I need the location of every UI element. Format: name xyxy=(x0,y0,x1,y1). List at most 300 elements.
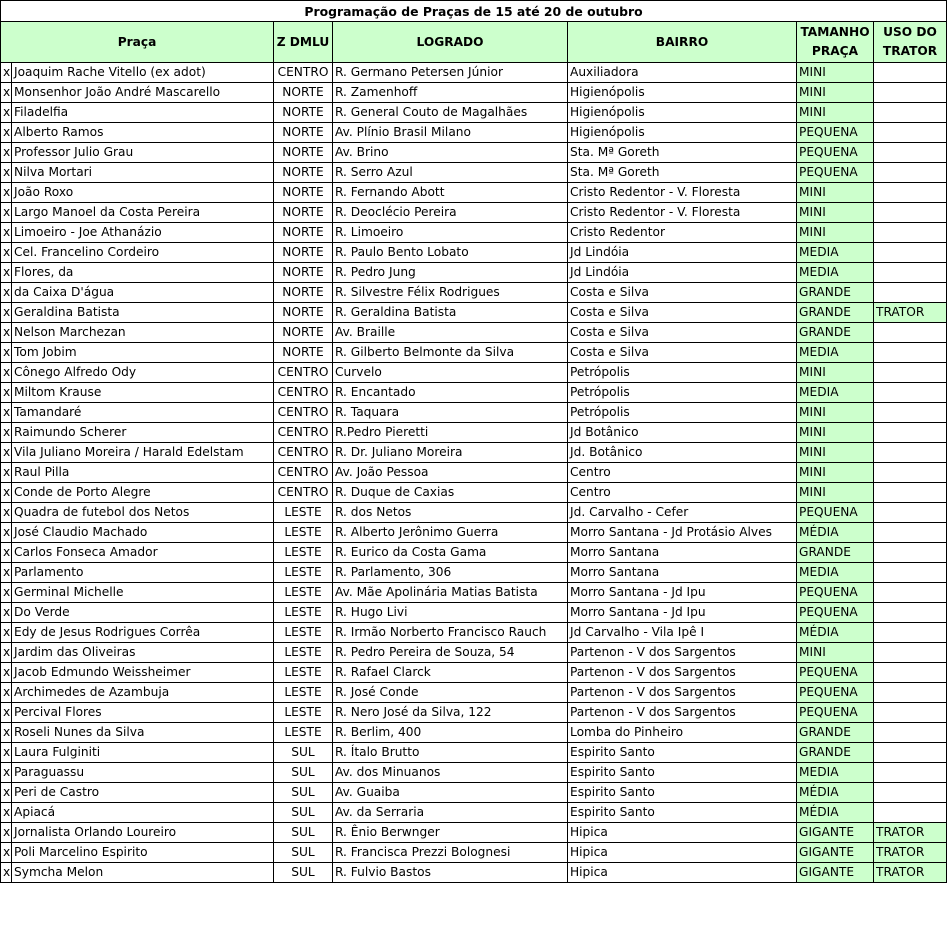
cell-logradouro: R. Berlim, 400 xyxy=(333,723,568,743)
cell-bairro: Centro xyxy=(568,463,797,483)
cell-tamanho: GIGANTE xyxy=(797,863,874,883)
cell-trator xyxy=(874,163,947,183)
row-mark: x xyxy=(1,103,12,123)
cell-zona: NORTE xyxy=(274,323,333,343)
cell-praca: Miltom Krause xyxy=(12,383,274,403)
cell-trator xyxy=(874,783,947,803)
cell-zona: NORTE xyxy=(274,183,333,203)
cell-zona: LESTE xyxy=(274,663,333,683)
cell-logradouro: R. Fulvio Bastos xyxy=(333,863,568,883)
cell-zona: LESTE xyxy=(274,563,333,583)
cell-zona: NORTE xyxy=(274,343,333,363)
cell-trator xyxy=(874,803,947,823)
table-row xyxy=(1,823,947,843)
cell-praca: Edy de Jesus Rodrigues Corrêa xyxy=(12,623,274,643)
cell-logradouro: R. Paulo Bento Lobato xyxy=(333,243,568,263)
row-mark: x xyxy=(1,183,12,203)
cell-bairro: Espirito Santo xyxy=(568,743,797,763)
cell-logradouro: R. Parlamento, 306 xyxy=(333,563,568,583)
cell-logradouro: R. Dr. Juliano Moreira xyxy=(333,443,568,463)
cell-zona: NORTE xyxy=(274,163,333,183)
row-mark: x xyxy=(1,563,12,583)
cell-praca: Germinal Michelle xyxy=(12,583,274,603)
cell-bairro: Higienópolis xyxy=(568,83,797,103)
cell-bairro: Cristo Redentor - V. Floresta xyxy=(568,183,797,203)
cell-bairro: Espirito Santo xyxy=(568,803,797,823)
row-mark: x xyxy=(1,483,12,503)
header-zona: Z DMLU xyxy=(274,22,333,63)
cell-logradouro: R. Encantado xyxy=(333,383,568,403)
cell-zona: SUL xyxy=(274,763,333,783)
cell-praca: Vila Juliano Moreira / Harald Edelstam xyxy=(12,443,274,463)
cell-tamanho: GRANDE xyxy=(797,303,874,323)
table-row xyxy=(1,183,947,203)
cell-trator xyxy=(874,83,947,103)
cell-trator xyxy=(874,563,947,583)
cell-zona: NORTE xyxy=(274,243,333,263)
sheet-title: Programação de Praças de 15 até 20 de outubro xyxy=(1,1,947,22)
row-mark: x xyxy=(1,523,12,543)
cell-tamanho: MINI xyxy=(797,203,874,223)
cell-trator xyxy=(874,263,947,283)
cell-praca: Nilva Mortari xyxy=(12,163,274,183)
table-row xyxy=(1,103,947,123)
cell-praca: João Roxo xyxy=(12,183,274,203)
cell-tamanho: PEQUENA xyxy=(797,503,874,523)
cell-tamanho: GRANDE xyxy=(797,543,874,563)
cell-praca: Largo Manoel da Costa Pereira xyxy=(12,203,274,223)
cell-praca: Raimundo Scherer xyxy=(12,423,274,443)
row-mark: x xyxy=(1,323,12,343)
row-mark: x xyxy=(1,663,12,683)
cell-bairro: Jd Botânico xyxy=(568,423,797,443)
row-mark: x xyxy=(1,843,12,863)
cell-zona: NORTE xyxy=(274,263,333,283)
cell-zona: LESTE xyxy=(274,603,333,623)
cell-logradouro: Av. João Pessoa xyxy=(333,463,568,483)
cell-logradouro: R. Irmão Norberto Francisco Rauch xyxy=(333,623,568,643)
cell-zona: LESTE xyxy=(274,703,333,723)
cell-logradouro: Av. dos Minuanos xyxy=(333,763,568,783)
cell-trator xyxy=(874,403,947,423)
table-row xyxy=(1,503,947,523)
table-row xyxy=(1,283,947,303)
cell-zona: CENTRO xyxy=(274,63,333,83)
cell-bairro: Sta. Mª Goreth xyxy=(568,143,797,163)
cell-bairro: Costa e Silva xyxy=(568,283,797,303)
cell-tamanho: MINI xyxy=(797,463,874,483)
cell-tamanho: MINI xyxy=(797,183,874,203)
cell-zona: NORTE xyxy=(274,143,333,163)
cell-bairro: Auxiliadora xyxy=(568,63,797,83)
cell-bairro: Hipica xyxy=(568,843,797,863)
cell-zona: CENTRO xyxy=(274,383,333,403)
cell-trator xyxy=(874,463,947,483)
row-mark: x xyxy=(1,363,12,383)
cell-bairro: Jd Lindóia xyxy=(568,263,797,283)
table-row xyxy=(1,643,947,663)
table-row xyxy=(1,703,947,723)
title-row xyxy=(1,1,947,22)
cell-logradouro: R. Limoeiro xyxy=(333,223,568,243)
table-row xyxy=(1,403,947,423)
cell-praca: Quadra de futebol dos Netos xyxy=(12,503,274,523)
row-mark: x xyxy=(1,403,12,423)
cell-logradouro: Av. Brino xyxy=(333,143,568,163)
table-row xyxy=(1,483,947,503)
header-trator: USO DO TRATOR xyxy=(874,22,947,63)
cell-zona: NORTE xyxy=(274,203,333,223)
table-row xyxy=(1,683,947,703)
cell-bairro: Petrópolis xyxy=(568,363,797,383)
cell-praca: Alberto Ramos xyxy=(12,123,274,143)
table-row xyxy=(1,463,947,483)
cell-trator: TRATOR xyxy=(874,863,947,883)
cell-bairro: Costa e Silva xyxy=(568,323,797,343)
cell-trator xyxy=(874,683,947,703)
table-row xyxy=(1,783,947,803)
cell-zona: SUL xyxy=(274,743,333,763)
cell-logradouro: R. Gilberto Belmonte da Silva xyxy=(333,343,568,363)
cell-praca: Flores, da xyxy=(12,263,274,283)
cell-zona: LESTE xyxy=(274,643,333,663)
cell-tamanho: GIGANTE xyxy=(797,823,874,843)
cell-tamanho: MINI xyxy=(797,403,874,423)
cell-tamanho: MINI xyxy=(797,483,874,503)
cell-bairro: Morro Santana - Jd Protásio Alves xyxy=(568,523,797,543)
cell-logradouro: R. Rafael Clarck xyxy=(333,663,568,683)
cell-tamanho: MINI xyxy=(797,643,874,663)
table-row xyxy=(1,63,947,83)
cell-zona: NORTE xyxy=(274,123,333,143)
row-mark: x xyxy=(1,223,12,243)
cell-praca: Parlamento xyxy=(12,563,274,583)
row-mark: x xyxy=(1,83,12,103)
cell-tamanho: MÉDIA xyxy=(797,523,874,543)
cell-trator xyxy=(874,603,947,623)
row-mark: x xyxy=(1,743,12,763)
row-mark: x xyxy=(1,143,12,163)
row-mark: x xyxy=(1,603,12,623)
cell-bairro: Partenon - V dos Sargentos xyxy=(568,643,797,663)
row-mark: x xyxy=(1,643,12,663)
cell-zona: SUL xyxy=(274,803,333,823)
cell-zona: NORTE xyxy=(274,303,333,323)
cell-praca: Conde de Porto Alegre xyxy=(12,483,274,503)
cell-logradouro: Av. Mãe Apolinária Matias Batista xyxy=(333,583,568,603)
row-mark: x xyxy=(1,63,12,83)
cell-logradouro: R. Ítalo Brutto xyxy=(333,743,568,763)
cell-bairro: Jd Carvalho - Vila Ipê I xyxy=(568,623,797,643)
cell-praca: Percival Flores xyxy=(12,703,274,723)
cell-tamanho: PEQUENA xyxy=(797,143,874,163)
cell-praca: Peri de Castro xyxy=(12,783,274,803)
cell-logradouro: Av. Guaiba xyxy=(333,783,568,803)
row-mark: x xyxy=(1,683,12,703)
cell-trator xyxy=(874,503,947,523)
cell-praca: Carlos Fonseca Amador xyxy=(12,543,274,563)
cell-trator xyxy=(874,103,947,123)
cell-tamanho: MEDIA xyxy=(797,563,874,583)
cell-praca: Laura Fulginiti xyxy=(12,743,274,763)
cell-bairro: Costa e Silva xyxy=(568,303,797,323)
cell-trator xyxy=(874,643,947,663)
table-row xyxy=(1,263,947,283)
cell-tamanho: PEQUENA xyxy=(797,583,874,603)
cell-zona: CENTRO xyxy=(274,483,333,503)
row-mark: x xyxy=(1,723,12,743)
cell-tamanho: MEDIA xyxy=(797,383,874,403)
cell-tamanho: GRANDE xyxy=(797,743,874,763)
table-row xyxy=(1,543,947,563)
cell-praca: Nelson Marchezan xyxy=(12,323,274,343)
cell-trator xyxy=(874,363,947,383)
cell-bairro: Sta. Mª Goreth xyxy=(568,163,797,183)
table-row xyxy=(1,303,947,323)
cell-trator xyxy=(874,743,947,763)
table-row xyxy=(1,243,947,263)
header-praca: Praça xyxy=(1,22,274,63)
cell-logradouro: Curvelo xyxy=(333,363,568,383)
table-row xyxy=(1,623,947,643)
cell-trator xyxy=(874,123,947,143)
cell-logradouro: R. Serro Azul xyxy=(333,163,568,183)
cell-zona: LESTE xyxy=(274,723,333,743)
table-row xyxy=(1,743,947,763)
cell-praca: Joaquim Rache Vitello (ex adot) xyxy=(12,63,274,83)
cell-tamanho: GRANDE xyxy=(797,283,874,303)
cell-logradouro: R. Silvestre Félix Rodrigues xyxy=(333,283,568,303)
table-row xyxy=(1,663,947,683)
cell-praca: José Claudio Machado xyxy=(12,523,274,543)
cell-tamanho: MÉDIA xyxy=(797,803,874,823)
cell-bairro: Costa e Silva xyxy=(568,343,797,363)
cell-zona: SUL xyxy=(274,843,333,863)
table-row xyxy=(1,383,947,403)
cell-tamanho: MEDIA xyxy=(797,763,874,783)
row-mark: x xyxy=(1,463,12,483)
cell-praca: Tom Jobim xyxy=(12,343,274,363)
cell-logradouro: R. José Conde xyxy=(333,683,568,703)
table-row xyxy=(1,363,947,383)
cell-bairro: Morro Santana xyxy=(568,563,797,583)
cell-logradouro: R. Alberto Jerônimo Guerra xyxy=(333,523,568,543)
cell-trator xyxy=(874,583,947,603)
cell-logradouro: Av. da Serraria xyxy=(333,803,568,823)
cell-trator xyxy=(874,483,947,503)
cell-praca: Symcha Melon xyxy=(12,863,274,883)
cell-tamanho: GIGANTE xyxy=(797,843,874,863)
table-row xyxy=(1,723,947,743)
cell-zona: LESTE xyxy=(274,523,333,543)
cell-trator xyxy=(874,423,947,443)
cell-bairro: Morro Santana - Jd Ipu xyxy=(568,603,797,623)
cell-tamanho: MINI xyxy=(797,63,874,83)
cell-praca: Do Verde xyxy=(12,603,274,623)
row-mark: x xyxy=(1,203,12,223)
cell-zona: SUL xyxy=(274,783,333,803)
cell-tamanho: MINI xyxy=(797,363,874,383)
cell-trator xyxy=(874,323,947,343)
cell-bairro: Higienópolis xyxy=(568,123,797,143)
cell-zona: SUL xyxy=(274,823,333,843)
cell-zona: LESTE xyxy=(274,543,333,563)
cell-bairro: Morro Santana - Jd Ipu xyxy=(568,583,797,603)
cell-praca: Geraldina Batista xyxy=(12,303,274,323)
cell-logradouro: R.Pedro Pieretti xyxy=(333,423,568,443)
cell-trator xyxy=(874,383,947,403)
cell-zona: CENTRO xyxy=(274,443,333,463)
cell-tamanho: GRANDE xyxy=(797,323,874,343)
cell-bairro: Jd Lindóia xyxy=(568,243,797,263)
row-mark: x xyxy=(1,503,12,523)
cell-trator xyxy=(874,703,947,723)
cell-trator xyxy=(874,623,947,643)
cell-bairro: Jd. Carvalho - Cefer xyxy=(568,503,797,523)
cell-zona: CENTRO xyxy=(274,403,333,423)
table-row xyxy=(1,203,947,223)
cell-logradouro: R. Geraldina Batista xyxy=(333,303,568,323)
cell-trator xyxy=(874,663,947,683)
cell-praca: Monsenhor João André Mascarello xyxy=(12,83,274,103)
cell-logradouro: R. Deoclécio Pereira xyxy=(333,203,568,223)
cell-zona: LESTE xyxy=(274,623,333,643)
header-tamanho: TAMANHO PRAÇA xyxy=(797,22,874,63)
cell-tamanho: PEQUENA xyxy=(797,603,874,623)
cell-bairro: Espirito Santo xyxy=(568,763,797,783)
row-mark: x xyxy=(1,583,12,603)
row-mark: x xyxy=(1,543,12,563)
row-mark: x xyxy=(1,803,12,823)
row-mark: x xyxy=(1,263,12,283)
cell-praca: Cel. Francelino Cordeiro xyxy=(12,243,274,263)
cell-bairro: Lomba do Pinheiro xyxy=(568,723,797,743)
cell-tamanho: MINI xyxy=(797,423,874,443)
cell-zona: NORTE xyxy=(274,83,333,103)
table-row xyxy=(1,443,947,463)
cell-logradouro: R. Zamenhoff xyxy=(333,83,568,103)
cell-zona: CENTRO xyxy=(274,463,333,483)
row-mark: x xyxy=(1,783,12,803)
cell-trator xyxy=(874,243,947,263)
cell-praca: Raul Pilla xyxy=(12,463,274,483)
table-row xyxy=(1,143,947,163)
table-row xyxy=(1,763,947,783)
cell-trator xyxy=(874,203,947,223)
table-row xyxy=(1,343,947,363)
cell-praca: Limoeiro - Joe Athanázio xyxy=(12,223,274,243)
cell-bairro: Higienópolis xyxy=(568,103,797,123)
row-mark: x xyxy=(1,123,12,143)
cell-trator: TRATOR xyxy=(874,843,947,863)
cell-praca: Professor Julio Grau xyxy=(12,143,274,163)
cell-bairro: Jd. Botânico xyxy=(568,443,797,463)
cell-tamanho: MINI xyxy=(797,103,874,123)
cell-trator xyxy=(874,443,947,463)
table-row xyxy=(1,803,947,823)
cell-trator: TRATOR xyxy=(874,823,947,843)
cell-trator: TRATOR xyxy=(874,303,947,323)
cell-trator xyxy=(874,523,947,543)
cell-bairro: Espirito Santo xyxy=(568,783,797,803)
table-row xyxy=(1,83,947,103)
cell-praca: Jornalista Orlando Loureiro xyxy=(12,823,274,843)
cell-trator xyxy=(874,223,947,243)
cell-tamanho: GRANDE xyxy=(797,723,874,743)
cell-praca: Archimedes de Azambuja xyxy=(12,683,274,703)
cell-praca: Filadelfia xyxy=(12,103,274,123)
cell-logradouro: Av. Plínio Brasil Milano xyxy=(333,123,568,143)
table-row xyxy=(1,583,947,603)
cell-bairro: Partenon - V dos Sargentos xyxy=(568,663,797,683)
table-row xyxy=(1,423,947,443)
cell-zona: CENTRO xyxy=(274,423,333,443)
cell-trator xyxy=(874,63,947,83)
cell-logradouro: R. Fernando Abott xyxy=(333,183,568,203)
cell-trator xyxy=(874,763,947,783)
table-row xyxy=(1,843,947,863)
cell-logradouro: R. Nero José da Silva, 122 xyxy=(333,703,568,723)
row-mark: x xyxy=(1,763,12,783)
cell-logradouro: R. Ênio Berwnger xyxy=(333,823,568,843)
cell-trator xyxy=(874,283,947,303)
table-row xyxy=(1,523,947,543)
table-row xyxy=(1,323,947,343)
row-mark: x xyxy=(1,623,12,643)
cell-bairro: Petrópolis xyxy=(568,403,797,423)
cell-bairro: Partenon - V dos Sargentos xyxy=(568,703,797,723)
header-bairro: BAIRRO xyxy=(568,22,797,63)
header-logradouro: LOGRADO xyxy=(333,22,568,63)
cell-praca: Jardim das Oliveiras xyxy=(12,643,274,663)
cell-tamanho: MINI xyxy=(797,83,874,103)
row-mark: x xyxy=(1,703,12,723)
table-row xyxy=(1,603,947,623)
cell-zona: LESTE xyxy=(274,503,333,523)
table-row xyxy=(1,863,947,883)
cell-zona: SUL xyxy=(274,863,333,883)
cell-zona: CENTRO xyxy=(274,363,333,383)
cell-logradouro: R. Pedro Jung xyxy=(333,263,568,283)
row-mark: x xyxy=(1,383,12,403)
cell-trator xyxy=(874,543,947,563)
cell-tamanho: PEQUENA xyxy=(797,663,874,683)
row-mark: x xyxy=(1,283,12,303)
cell-trator xyxy=(874,143,947,163)
cell-praca: Apiacá xyxy=(12,803,274,823)
cell-logradouro: R. Duque de Caxias xyxy=(333,483,568,503)
cell-zona: NORTE xyxy=(274,223,333,243)
cell-tamanho: MINI xyxy=(797,443,874,463)
cell-logradouro: R. dos Netos xyxy=(333,503,568,523)
cell-logradouro: R. Hugo Livi xyxy=(333,603,568,623)
row-mark: x xyxy=(1,823,12,843)
row-mark: x xyxy=(1,343,12,363)
cell-tamanho: MÉDIA xyxy=(797,783,874,803)
cell-logradouro: R. Taquara xyxy=(333,403,568,423)
row-mark: x xyxy=(1,303,12,323)
cell-logradouro: R. Germano Petersen Júnior xyxy=(333,63,568,83)
cell-tamanho: PEQUENA xyxy=(797,703,874,723)
cell-bairro: Morro Santana xyxy=(568,543,797,563)
cell-praca: Tamandaré xyxy=(12,403,274,423)
cell-tamanho: MEDIA xyxy=(797,263,874,283)
cell-tamanho: MINI xyxy=(797,223,874,243)
row-mark: x xyxy=(1,443,12,463)
cell-logradouro: R. Pedro Pereira de Souza, 54 xyxy=(333,643,568,663)
cell-tamanho: PEQUENA xyxy=(797,123,874,143)
cell-logradouro: Av. Braille xyxy=(333,323,568,343)
